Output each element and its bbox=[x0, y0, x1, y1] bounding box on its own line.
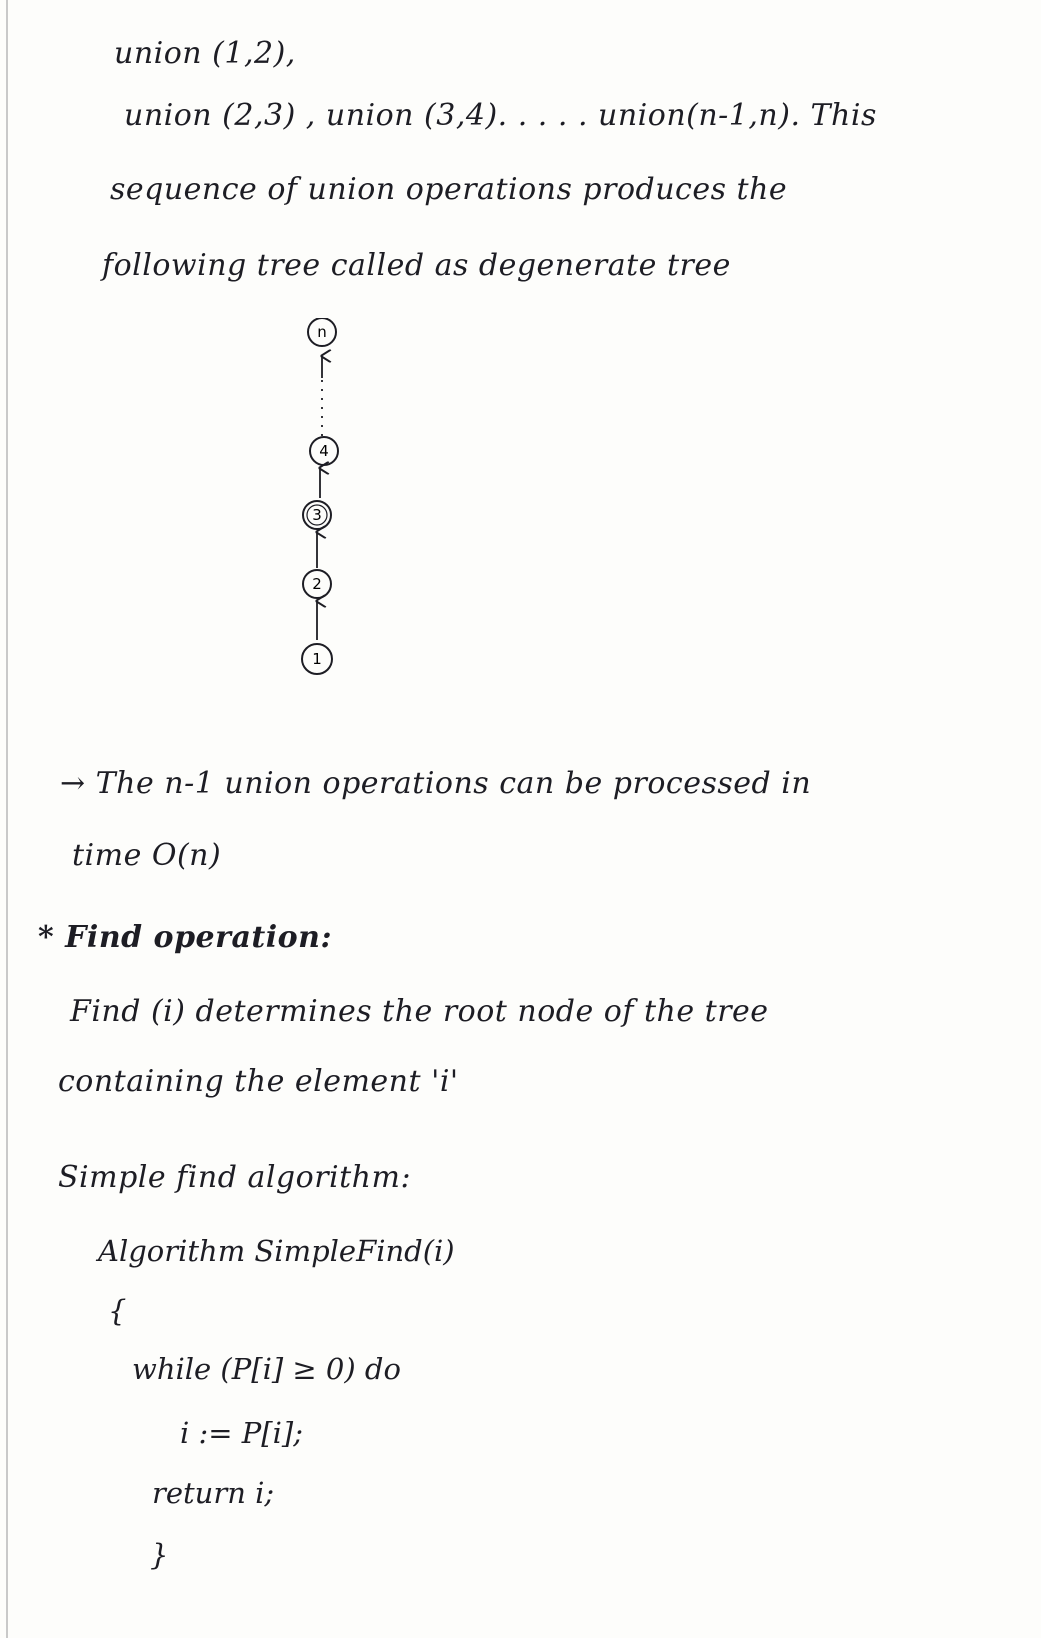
code-line-5: return i; bbox=[152, 1476, 275, 1510]
tree-node-n bbox=[308, 318, 336, 346]
tree-node-1 bbox=[302, 644, 332, 674]
tree-node-2 bbox=[303, 570, 331, 598]
code-line-4: i := P[i]; bbox=[180, 1416, 303, 1450]
degenerate-tree-diagram bbox=[300, 318, 380, 718]
note-line-4: following tree called as degenerate tree bbox=[102, 248, 731, 283]
note-line-6: time O(n) bbox=[72, 838, 222, 873]
svg-text:4: 4 bbox=[319, 442, 329, 460]
note-line-9: containing the element 'i' bbox=[58, 1064, 459, 1099]
svg-text:1: 1 bbox=[312, 650, 322, 668]
note-line-8: Find (i) determines the root node of the tree bbox=[70, 994, 769, 1029]
note-heading-simple-find: Simple find algorithm: bbox=[58, 1160, 412, 1195]
note-heading-find-operation: * Find operation: bbox=[38, 920, 333, 955]
svg-text:3: 3 bbox=[312, 506, 322, 524]
svg-text:n: n bbox=[317, 323, 327, 341]
tree-node-4 bbox=[310, 437, 338, 465]
code-line-3: while (P[i] ≥ 0) do bbox=[132, 1352, 401, 1386]
note-line-3: sequence of union operations produces the bbox=[110, 172, 788, 207]
note-line-1: union (1,2), bbox=[114, 36, 296, 71]
code-line-2: { bbox=[108, 1294, 127, 1328]
code-line-6: } bbox=[150, 1538, 169, 1572]
note-line-2: union (2,3) , union (3,4). . . . . union(n-1,n). This bbox=[124, 98, 877, 133]
tree-node-3 bbox=[303, 501, 331, 529]
code-line-1: Algorithm SimpleFind(i) bbox=[98, 1234, 455, 1268]
page-margin-line bbox=[6, 0, 8, 1638]
svg-text:2: 2 bbox=[312, 575, 322, 593]
note-line-5: → The n-1 union operations can be processed in bbox=[60, 766, 812, 801]
